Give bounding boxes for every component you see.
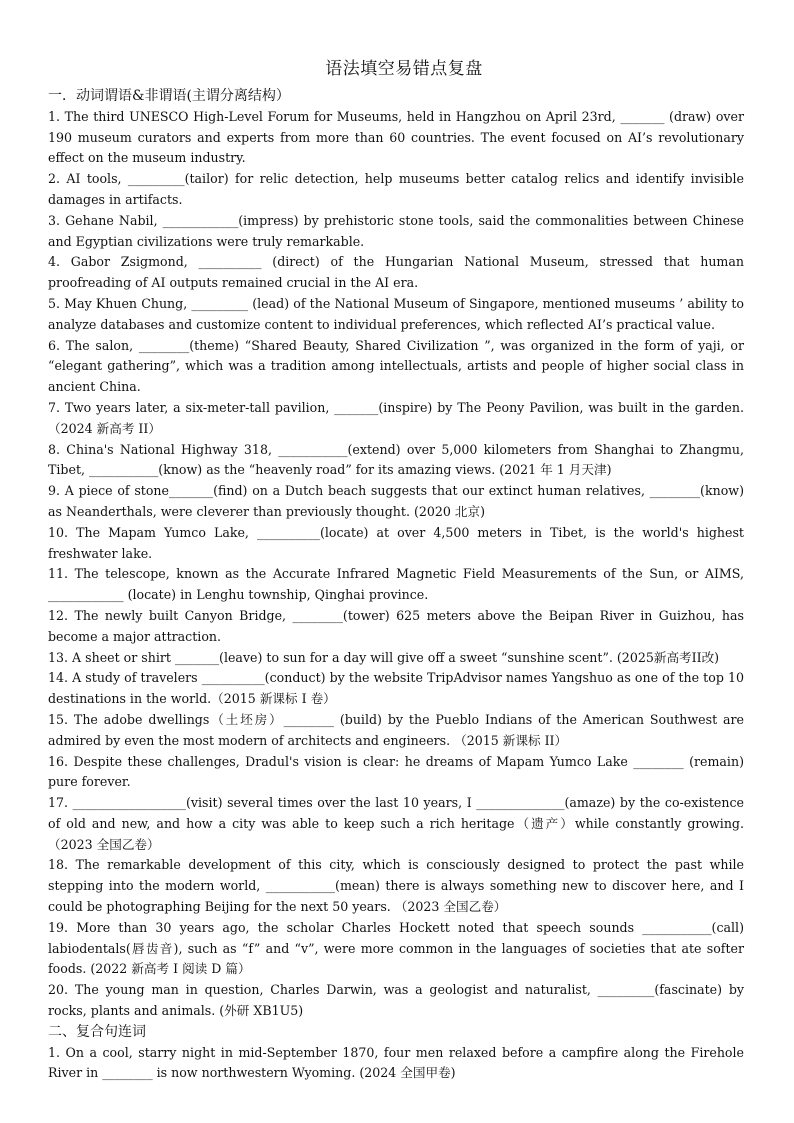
question-item: 13. A sheet or shirt _______(leave) to sun for a day will give off a sweet “sunshine scent”. (2025新高考II改) <box>48 649 720 665</box>
question-item: 20. The young man in question, Charles Darwin, was a geologist and naturalist, _________(fascinate) by rocks, plants and animals. (外研 XB1U5) <box>48 982 744 1019</box>
question-item: 8. China's National Highway 318, ___________(extend) over 5,000 kilometers from Shanghai to Zhangmu, Tibet, ___________(know) as the “heavenly road” for its amazing views. (2021 年 1 月天津) <box>48 441 744 478</box>
question-item: 16. Despite these challenges, Dradul's vision is clear: he dreams of Mapam Yumco Lake ________ (remain) pure forever. <box>48 753 744 790</box>
question-item: 7. Two years later, a six-meter-tall pavilion, _______(inspire) by The Peony Pavilion, was built in the garden.（2024 新高考 II） <box>48 399 744 436</box>
section-heading: 一．动词谓语&非谓语(主谓分离结构） <box>48 88 290 104</box>
question-item: 1. The third UNESCO High-Level Forum for Museums, held in Hangzhou on April 23rd, _______ (draw) over 190 museum curators and experts from more than 60 countries. The event focused on AI’s revolutionary effect on the museum industry. <box>48 108 744 166</box>
question-item: 3. Gehane Nabil, ____________(impress) by prehistoric stone tools, said the commonalities between Chinese and Egyptian civilizations were truly remarkable. <box>48 212 744 249</box>
question-item: 9. A piece of stone_______(find) on a Dutch beach suggests that our extinct human relatives, ________(know) as Neanderthals, were cleverer than previously thought. (2020 北京) <box>48 483 744 519</box>
document-page <box>48 56 744 1084</box>
section-heading: 二、复合句连词 <box>48 1023 146 1040</box>
question-item: 14. A study of travelers __________(conduct) by the website TripAdvisor names Yangshuo as one of the top 10 destinations in the world.（2015 新课标 I 卷） <box>48 670 744 707</box>
question-item: 11. The telescope, known as the Accurate Infrared Magnetic Field Measurements of the Sun, or AIMS, ____________ (locate) in Lenghu township, Qinghai province. <box>48 566 744 603</box>
question-item: 17. __________________(visit) several times over the last 10 years, I ______________(amaze) by the co-existence of old and new, and how a city was able to keep such a rich heritage（遗产）while constantly growing. （2023 全国乙卷） <box>48 795 744 852</box>
question-item: 12. The newly built Canyon Bridge, ________(tower) 625 meters above the Beipan River in Guizhou, has become a major attraction. <box>48 607 744 644</box>
question-item: 10. The Mapam Yumco Lake, __________(locate) at over 4,500 meters in Tibet, is the world's highest freshwater lake. <box>48 524 744 561</box>
question-item: 5. May Khuen Chung, _________ (lead) of the National Museum of Singapore, mentioned museums ’ ability to analyze databases and customize content to individual preferences, which reflected AI’s practical value. <box>48 295 744 332</box>
page-title: 语法填空易错点复盘 <box>325 59 483 79</box>
question-item: 6. The salon, ________(theme) “Shared Beauty, Shared Civilization ”, was organized in the form of yaji, or “elegant gathering”, which was a tradition among intellectuals, artists and people of higher social class in ancient China. <box>48 337 744 395</box>
question-item: 15. The adobe dwellings（土坯房）________ (build) by the Pueblo Indians of the American Southwest are admired by even the most modern of architects and engineers. （2015 新课标 II） <box>48 711 744 748</box>
question-item: 1. On a cool, starry night in mid-September 1870, four men relaxed before a campfire along the Firehole River in ________ is now northwestern Wyoming. (2024 全国甲卷) <box>48 1044 744 1081</box>
question-item: 18. The remarkable development of this city, which is consciously designed to protect the past while stepping into the modern world, ___________(mean) there is always something new to discover here, and I could be photographing Beijing for the next 50 years. （2023 全国乙卷） <box>48 857 744 915</box>
question-item: 4. Gabor Zsigmond, __________ (direct) of the Hungarian National Museum, stressed that human proofreading of AI outputs remained crucial in the AI era. <box>48 254 744 291</box>
question-item: 19. More than 30 years ago, the scholar Charles Hockett noted that speech sounds ___________(call) labiodentals(唇齿音), such as “f” and “v”, were more common in the languages of societies that ate softer foods. (2022 新高考 I 阅读 D 篇） <box>48 919 744 977</box>
question-item: 2. AI tools, _________(tailor) for relic detection, help museums better catalog relics and identify invisible damages in artifacts. <box>48 171 744 207</box>
